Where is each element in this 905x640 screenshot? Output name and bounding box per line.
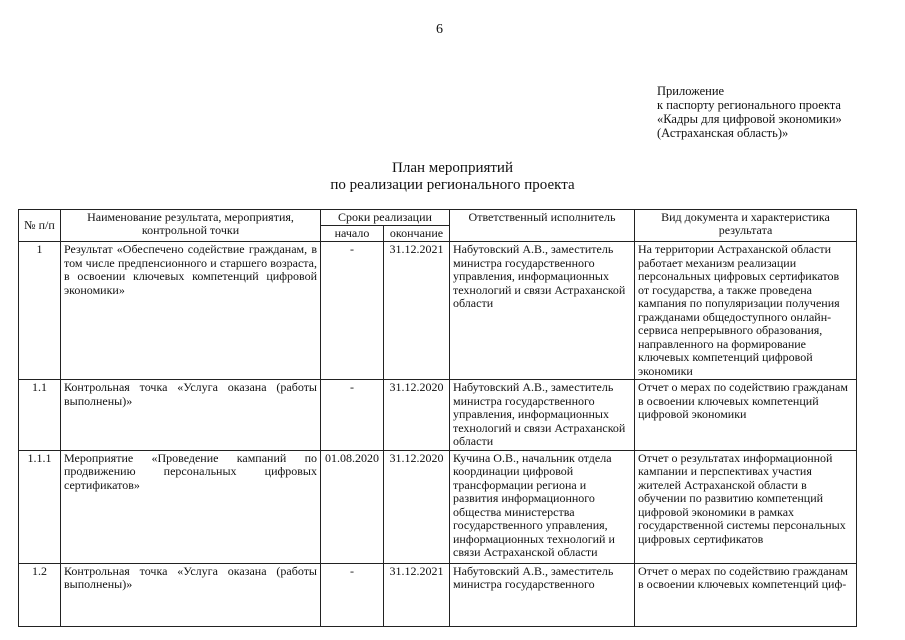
- title-line: План мероприятий: [392, 160, 513, 176]
- page-number: 6: [436, 22, 443, 37]
- row-doc: Отчет о результатах информационной кампании и перспективах участия жителей Астраханской области в обучении по развитию компетенций цифровой экономики в рамках государственной системы персональных цифровых сертификатов: [635, 450, 857, 563]
- row-name: Результат «Обеспечено содействие гражданам, в том числе предпенсионного и старшего возраста, в освоении ключевых компетенций цифровой экономики»: [61, 242, 321, 380]
- appendix-line: к паспорту регионального проекта: [657, 98, 841, 112]
- table-row: [19, 380, 857, 451]
- title-line: по реализации регионального проекта: [330, 177, 575, 193]
- row-start: 01.08.2020: [321, 450, 384, 563]
- header-name: Наименование результата, мероприятия, контрольной точки: [61, 210, 321, 242]
- row-end: 31.12.2020: [384, 450, 450, 563]
- table-header-row: [19, 210, 857, 226]
- header-doc: Вид документа и характеристика результата: [635, 210, 857, 242]
- appendix-line: «Кадры для цифровой экономики»: [657, 112, 842, 126]
- header-executor: Ответственный исполнитель: [450, 210, 635, 242]
- appendix-note: [657, 84, 842, 140]
- row-num: 1.2: [19, 563, 61, 626]
- row-name: Мероприятие «Проведение кампаний по продвижению персональных цифровых сертификатов»: [61, 450, 321, 563]
- header-num: № п/п: [19, 210, 61, 242]
- table-row: [19, 450, 857, 563]
- row-start: -: [321, 242, 384, 380]
- appendix-line: (Астраханская область)»: [657, 126, 789, 140]
- row-end: 31.12.2021: [384, 242, 450, 380]
- row-executor: Набутовский А.В., заместитель министра государственного управления, информационных технологий и связи Астраханской области: [450, 242, 635, 380]
- row-num: 1.1.1: [19, 450, 61, 563]
- header-dates: Сроки реализации: [321, 210, 450, 226]
- row-end: 31.12.2021: [384, 563, 450, 626]
- row-executor: Кучина О.В., начальник отдела координации цифровой трансформации региона и развития информационного общества министерства государственного управления, информационных технологий и связи Астраханской области: [450, 450, 635, 563]
- row-executor: Набутовский А.В., заместитель министра государственного: [450, 563, 635, 626]
- header-start: начало: [321, 226, 384, 242]
- row-start: -: [321, 380, 384, 451]
- row-name: Контрольная точка «Услуга оказана (работы выполнены)»: [61, 380, 321, 451]
- row-doc: На территории Астраханской области работает механизм реализации персональных цифровых сертификатов от государства, а также проведена кампания по популяризации получения гражданами общедоступного онлайн-сервиса непрерывного образования, направленного на формирование ключевых компетенций цифровой экономики: [635, 242, 857, 380]
- row-executor: Набутовский А.В., заместитель министра государственного управления, информационных технологий и связи Астраханской области: [450, 380, 635, 451]
- row-num: 1: [19, 242, 61, 380]
- plan-table: [18, 209, 857, 627]
- row-end: 31.12.2020: [384, 380, 450, 451]
- row-doc: Отчет о мерах по содействию гражданам в освоении ключевых компетенций циф-: [635, 563, 857, 626]
- table-row: [19, 563, 857, 626]
- row-num: 1.1: [19, 380, 61, 451]
- document-title: [0, 160, 905, 194]
- row-start: -: [321, 563, 384, 626]
- table-row: [19, 242, 857, 380]
- row-doc: Отчет о мерах по содействию гражданам в освоении ключевых компетенций цифровой экономики: [635, 380, 857, 451]
- header-end: окончание: [384, 226, 450, 242]
- appendix-line: Приложение: [657, 84, 725, 98]
- row-name: Контрольная точка «Услуга оказана (работы выполнены)»: [61, 563, 321, 626]
